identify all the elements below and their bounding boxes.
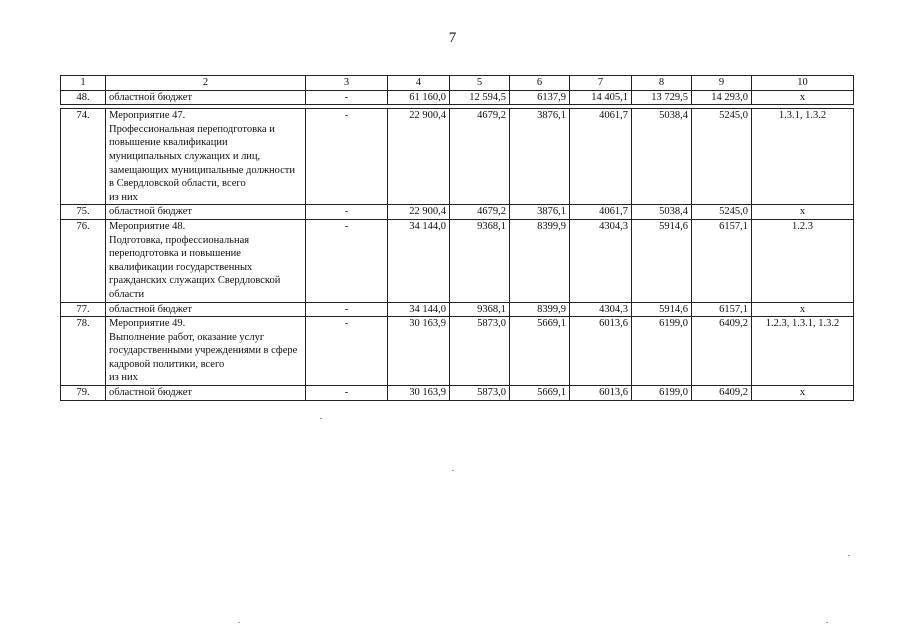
row-number: 77.: [61, 302, 106, 317]
header-cell: 7: [570, 76, 632, 91]
row-number: 78.: [61, 317, 106, 386]
cell-col8: 6199,0: [632, 386, 692, 401]
cell-col7: 4304,3: [570, 302, 632, 317]
cell-col5: 12 594,5: [450, 90, 510, 105]
table-row: [61, 219, 854, 302]
table-row: [61, 302, 854, 317]
header-cell: 6: [510, 76, 570, 91]
row-number: 74.: [61, 109, 106, 205]
cell-col5: 4679,2: [450, 109, 510, 205]
cell-col6: 3876,1: [510, 205, 570, 220]
header-cell: 4: [388, 76, 450, 91]
row-description: областной бюджет: [106, 205, 306, 220]
scan-speck: [452, 470, 454, 471]
table-row: [61, 90, 854, 105]
row-description: Мероприятие 47. Профессиональная переподготовка и повышение квалификации муниципальных служащих и лиц, замещающих муниципальные должности в Свердловской области, всего из них: [106, 109, 306, 205]
cell-col8: 13 729,5: [632, 90, 692, 105]
cell-col10: х: [752, 386, 854, 401]
header-cell: 9: [692, 76, 752, 91]
cell-col10: х: [752, 205, 854, 220]
cell-col3: -: [306, 302, 388, 317]
cell-col4: 30 163,9: [388, 386, 450, 401]
cell-col9: 5245,0: [692, 109, 752, 205]
cell-col3: -: [306, 317, 388, 386]
cell-col5: 5873,0: [450, 386, 510, 401]
cell-col7: 6013,6: [570, 386, 632, 401]
cell-col3: -: [306, 90, 388, 105]
cell-col9: 6157,1: [692, 219, 752, 302]
cell-col8: 5914,6: [632, 219, 692, 302]
cell-col8: 5914,6: [632, 302, 692, 317]
cell-col6: 8399,9: [510, 302, 570, 317]
cell-col8: 5038,4: [632, 109, 692, 205]
row-number: 75.: [61, 205, 106, 220]
cell-col9: 6409,2: [692, 317, 752, 386]
row-number: 79.: [61, 386, 106, 401]
cell-col3: -: [306, 386, 388, 401]
header-cell: 2: [106, 76, 306, 91]
cell-col4: 34 144,0: [388, 219, 450, 302]
row-number: 76.: [61, 219, 106, 302]
row-description: областной бюджет: [106, 386, 306, 401]
cell-col7: 6013,6: [570, 317, 632, 386]
cell-col10: х: [752, 90, 854, 105]
cell-col9: 6157,1: [692, 302, 752, 317]
cell-col6: 8399,9: [510, 219, 570, 302]
cell-col4: 22 900,4: [388, 109, 450, 205]
budget-table: [60, 75, 854, 401]
scan-speck: [320, 418, 322, 419]
header-cell: 5: [450, 76, 510, 91]
cell-col10: 1.3.1, 1.3.2: [752, 109, 854, 205]
cell-col10: х: [752, 302, 854, 317]
cell-col5: 9368,1: [450, 219, 510, 302]
table-row: [61, 109, 854, 205]
header-cell: 10: [752, 76, 854, 91]
cell-col6: 5669,1: [510, 386, 570, 401]
cell-col5: 5873,0: [450, 317, 510, 386]
cell-col5: 9368,1: [450, 302, 510, 317]
row-description: областной бюджет: [106, 90, 306, 105]
cell-col10: 1.2.3: [752, 219, 854, 302]
header-cell: 1: [61, 76, 106, 91]
row-number: 48.: [61, 90, 106, 105]
cell-col3: -: [306, 109, 388, 205]
cell-col3: -: [306, 219, 388, 302]
scan-speck: [826, 622, 828, 623]
cell-col7: 4304,3: [570, 219, 632, 302]
cell-col6: 3876,1: [510, 109, 570, 205]
table-header-row: [61, 76, 854, 91]
row-description: областной бюджет: [106, 302, 306, 317]
scan-speck: [848, 555, 850, 556]
row-description: Мероприятие 48. Подготовка, профессиональная переподготовка и повышение квалификации государственных гражданских служащих Свердловской области: [106, 219, 306, 302]
cell-col4: 34 144,0: [388, 302, 450, 317]
cell-col7: 4061,7: [570, 205, 632, 220]
cell-col7: 4061,7: [570, 109, 632, 205]
cell-col8: 5038,4: [632, 205, 692, 220]
table-row: [61, 386, 854, 401]
cell-col9: 14 293,0: [692, 90, 752, 105]
page-number: 7: [448, 30, 457, 46]
cell-col9: 6409,2: [692, 386, 752, 401]
cell-col9: 5245,0: [692, 205, 752, 220]
cell-col4: 61 160,0: [388, 90, 450, 105]
header-cell: 8: [632, 76, 692, 91]
cell-col6: 5669,1: [510, 317, 570, 386]
cell-col4: 22 900,4: [388, 205, 450, 220]
cell-col8: 6199,0: [632, 317, 692, 386]
cell-col4: 30 163,9: [388, 317, 450, 386]
cell-col5: 4679,2: [450, 205, 510, 220]
cell-col6: 6137,9: [510, 90, 570, 105]
cell-col7: 14 405,1: [570, 90, 632, 105]
cell-col3: -: [306, 205, 388, 220]
table-row: [61, 205, 854, 220]
cell-col10: 1.2.3, 1.3.1, 1.3.2: [752, 317, 854, 386]
row-description: Мероприятие 49. Выполнение работ, оказание услуг государственными учреждениями в сфере кадровой политики, всего из них: [106, 317, 306, 386]
scan-speck: [238, 622, 240, 623]
header-cell: 3: [306, 76, 388, 91]
table-row: [61, 317, 854, 386]
